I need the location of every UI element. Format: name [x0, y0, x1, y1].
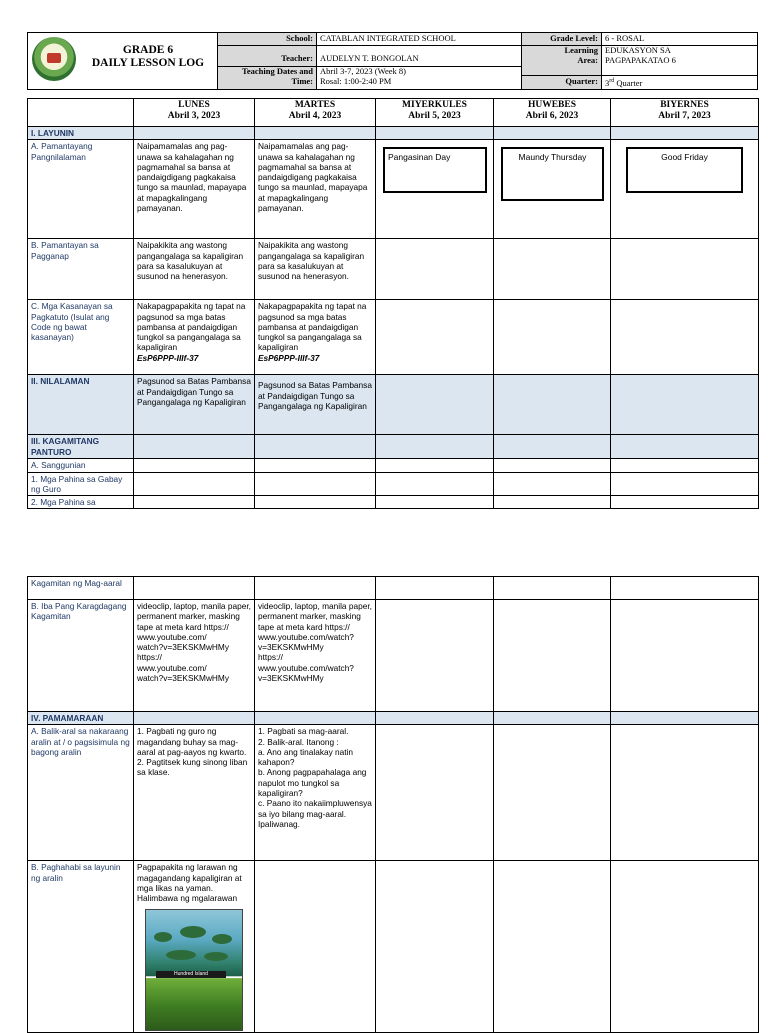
learning-area-label-2: Area: — [577, 55, 598, 65]
row-pamantayang-pangnilalaman: A. Pamantayang Pangnilalaman Naipamamalas ang pag-unawa sa kahalagahan ng pagmamahal sa bansa at pandaigdigang pagkakaisa tungo sa maunlad, mapayapa at mapagkalingang pamayanan. Naipamamalas ang pag-unawa sa kahalagahan ng pagmamahal sa bansa at pandaigdigang pagkakaisa tungo sa maunlad, mapayapa at mapagkalingang pamayanan. Pangasinan Day Maundy Thursday Good Friday — [28, 140, 759, 239]
lesson-plan-table-2 — [27, 576, 759, 1033]
learning-area-label-1: Learning — [564, 45, 598, 55]
corner-cell — [28, 99, 134, 127]
row-kagamitan-magaaral-part2: Kagamitan ng Mag-aaral — [28, 577, 759, 600]
learning-area-value-1: EDUKASYON SA — [605, 45, 671, 55]
teacher-label: Teacher: — [281, 53, 313, 63]
row-gabay-guro: 1. Mga Pahina sa Gabay ng Guro — [28, 472, 759, 496]
school-value: CATABLAN INTEGRATED SCHOOL — [320, 33, 456, 43]
learning-area-value-2: PAGPAPAKATAO 6 — [605, 55, 676, 65]
grade-title: GRADE 6 — [122, 44, 174, 56]
row-balik-aral: A. Balik-aral sa nakaraang aralin at / o pagsisimula ng bagong aralin 1. Pagbati ng guro ng magandang buhay sa mag-aaral at pag-aayos ng kwarto. 2. Pagtitsek kung sinong liban sa klase. 1. Pagbati sa mag-aaral. 2. Balik-aral. Itanong : a. Ano ang tinalakay natin kahapon? b. Anong pagpapahalaga ang napulot mo tungkol sa kapaligiran? c. Paano ito nakaiimpluwensya sa iyo bilang mag-aaral. Ipaliwanag. — [28, 725, 759, 861]
grade-level-label: Grade Level: — [550, 33, 598, 43]
section-nilalaman: II. NILALAMAN Pagsunod sa Batas Pambansa at Pandaigdigan Tungo sa Pangangalaga ng Kapaligiran Pagsunod sa Batas Pambansa at Pandaigdigan Tungo sa Pangangalaga ng Kapaligiran — [28, 375, 759, 435]
quarter-label: Quarter: — [565, 76, 598, 86]
section-pamamaraan: IV. PAMAMARAAN — [28, 712, 759, 725]
island-landscape-image — [145, 909, 243, 1031]
row-pamantayan-pagganap: B. Pamantayan sa Pagganap Naipakikita ang wastong pangangalaga sa kapaligiran para sa kasalukuyan at susunod na henerasyon. Naipakikita ang wastong pangangalaga sa kapaligiran para sa kasalukuyan at susunod na henerasyon. — [28, 239, 759, 300]
day-header-fri: BIYERNES Abril 7, 2023 — [611, 99, 759, 127]
pamantayang-mon: Naipamamalas ang pag-unawa sa kahalagahan ng pagmamahal sa bansa at pandaigdigang pagkakaisa tungo sa maunlad, mapayapa at mapagkalingang pamayanan. — [134, 140, 255, 239]
lesson-log-header — [27, 32, 758, 90]
dates-value-2: Rosal: 1:00-2:40 PM — [320, 76, 392, 86]
row-iba-pang-kagamitan: B. Iba Pang Karagdagang Kagamitan videoclip, laptop, manila paper, permanent marker, masking tape at meta kard https:// www.youtube.com/ watch?v=3EKSKMwHMy https:// www.youtube.com/ watch?v=3EKSKMwHMy videoclip, laptop, manila paper, permanent marker, masking tape at meta kard https:// www.youtube.com/watch? v=3EKSKMwHMy https:// www.youtube.com/watch? v=3EKSKMwHMy — [28, 600, 759, 712]
row-sanggunian: A. Sanggunian — [28, 459, 759, 472]
day-header-tue: MARTES Abril 4, 2023 — [255, 99, 376, 127]
school-label: School: — [286, 33, 313, 43]
row-kagamitan-magaaral-part1: 2. Mga Pahina sa — [28, 496, 759, 509]
grade-level-value: 6 - ROSAL — [605, 33, 645, 43]
dates-value-1: Abril 3-7, 2023 (Week 8) — [320, 66, 406, 76]
dates-label-1: Teaching Dates and — [241, 66, 313, 76]
image-caption: Hundred Island — [156, 971, 226, 978]
dates-label-2: Time: — [291, 76, 313, 86]
log-title: DAILY LESSON LOG — [91, 57, 205, 69]
holiday-box-thu: Maundy Thursday — [501, 147, 604, 201]
logo-cell — [28, 33, 218, 89]
quarter-value: 3rd Quarter — [605, 77, 643, 88]
day-header-mon: LUNES Abril 3, 2023 — [134, 99, 255, 127]
pamantayang-tue: Naipamamalas ang pag-unawa sa kahalagahan ng pagmamahal sa bansa at pandaigdigang pagkakaisa tungo sa maunlad, mapayapa at mapagkalingang pamayanan. — [255, 140, 376, 239]
section-kagamitan: III. KAGAMITANG PANTURO — [28, 435, 759, 459]
lesson-plan-table-1 — [27, 98, 759, 509]
holiday-box-fri: Good Friday — [626, 147, 743, 193]
row-paghahabi: B. Paghahabi sa layunin ng aralin Pagpapakita ng larawan ng magagandang kapaligiran at mga likas na yaman. Halimbawa ng mgalarawan Hundred Island — [28, 861, 759, 1033]
day-header-thu: HUWEBES Abril 6, 2023 — [494, 99, 611, 127]
school-logo-icon — [32, 37, 76, 81]
holiday-box-wed: Pangasinan Day — [383, 147, 487, 193]
day-header-wed: MIYERKULES Abril 5, 2023 — [376, 99, 494, 127]
section-layunin: I. LAYUNIN — [28, 127, 759, 140]
row-kasanayan-pagkatuto: C. Mga Kasanayan sa Pagkatuto (Isulat ang Code ng bawat kasanayan) Nakapagpapakita ng tapat na pagsunod sa mga batas pambansa at pandaigdigan tungkol sa pangangalaga sa kapaligiran EsP6PPP-IIIf-37 Nakapagpapakita ng tapat na pagsunod sa mga batas pambansa at pandaigdigan tungkol sa pangangalaga sa kapaligiran EsP6PPP-IIIf-37 — [28, 300, 759, 375]
teacher-value: AUDELYN T. BONGOLAN — [320, 53, 419, 63]
day-header-row — [28, 99, 759, 127]
